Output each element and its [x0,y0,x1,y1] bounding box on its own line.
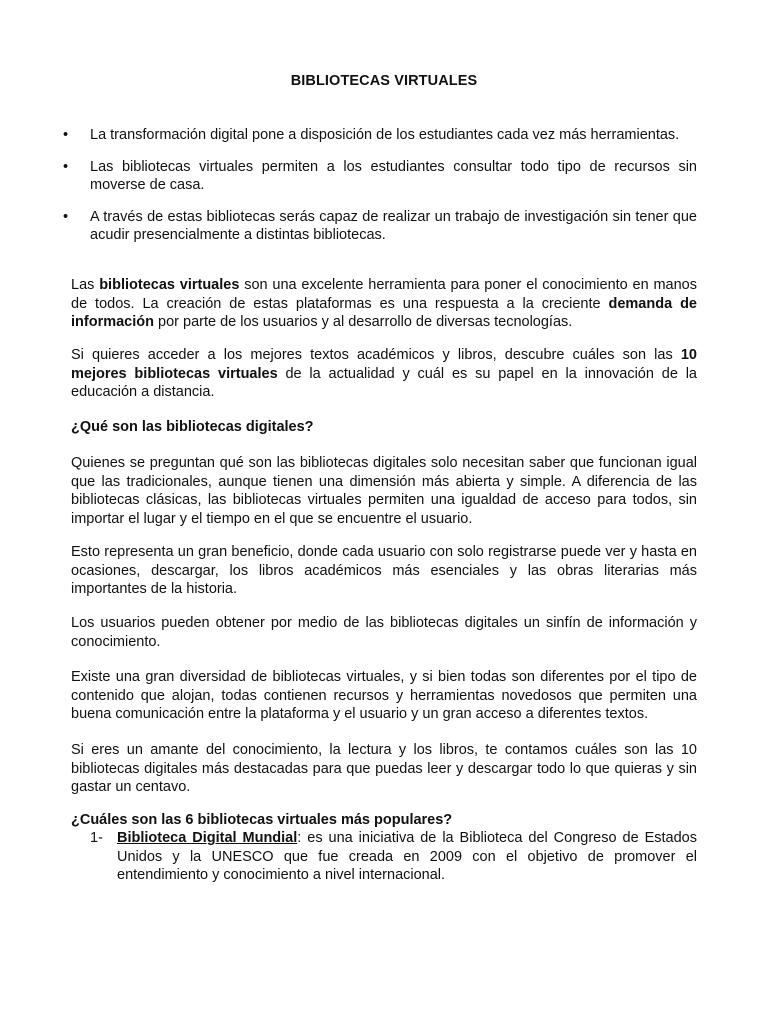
bullet-item [63,126,697,145]
bullet-marker: • [63,127,69,143]
paragraph-benefit: Esto representa un gran beneficio, donde cada usuario con solo registrarse puede ver y hasta en ocasiones, descargar, los libros académicos más esenciales y las obras literarias más importantes de la historia. [71,544,697,597]
paragraph-lovers: Si eres un amante del conocimiento, la lectura y los libros, te contamos cuáles son las 10 bibliotecas digitales más destacadas para que puedas leer y descargar todo lo que quieras y sin gastar un centavo. [71,742,697,795]
bold-term: 10 mejores bibliotecas virtuales [71,347,697,382]
library-name: Biblioteca Digital Mundial [117,830,298,846]
bullet-item [63,208,697,245]
paragraph-definition: Quienes se preguntan qué son las bibliotecas digitales solo necesitan saber que funcionan igual que las tradicionales, aunque tienen una dimensión más abierta y simple. A diferencia de las bibliotecas clásicas, las bibliotecas virtuales permiten una igualdad de acceso para todos, sin importar el lugar y el tiempo en el que se encuentre el usuario. [71,455,697,527]
bullet-text: A través de estas bibliotecas serás capaz de realizar un trabajo de investigación sin tener que acudir presencialmente a distintas bibliotecas. [90,208,697,243]
list-number: 1- [90,830,103,846]
bold-term: bibliotecas virtuales [99,277,240,293]
section-heading-popular: ¿Cuáles son las 6 bibliotecas virtuales más populares? [71,812,453,828]
section-heading-what-are: ¿Qué son las bibliotecas digitales? [71,419,314,435]
paragraph-users: Los usuarios pueden obtener por medio de las bibliotecas digitales un sinfín de información y conocimiento. [71,615,697,650]
bold-term: demanda de información [71,295,697,330]
library-description: : es una iniciativa de la Biblioteca del Congreso de Estados Unidos y la UNESCO que fue creada en 2009 con el objetivo de promover el entendimiento y conocimiento a nivel internacional. [117,830,697,883]
text-run: Las [71,277,100,293]
intro-bullet-list [63,126,697,258]
paragraph-intro [71,276,697,332]
text-run: de la actualidad y cuál es su papel en la innovación de la educación a distancia. [71,365,697,400]
bullet-marker: • [63,158,69,175]
bullet-text: La transformación digital pone a disposición de los estudiantes cada vez más herramientas. [90,127,680,143]
bullet-item [63,158,697,195]
text-run: por parte de los usuarios y al desarrollo de diversas tecnologías. [153,314,573,330]
text-run: son una excelente herramienta para poner el conocimiento en manos de todos. La creación de estas plataformas es una respuesta a la creciente [71,277,697,312]
paragraph-access [71,346,697,402]
bullet-text: Las bibliotecas virtuales permiten a los estudiantes consultar todo tipo de recursos sin moverse de casa. [90,158,697,193]
library-list-item [90,829,697,885]
text-run: Si quieres acceder a los mejores textos académicos y libros, descubre cuáles son las [71,347,681,363]
library-list [90,829,697,885]
document-title: BIBLIOTECAS VIRTUALES [290,73,478,89]
bullet-marker: • [63,208,69,225]
paragraph-diversity: Existe una gran diversidad de bibliotecas virtuales, y si bien todas son diferentes por el tipo de contenido que alojan, todas contienen recursos y herramientas novedosos que permiten una buena comunicación entre la plataforma y el usuario y un gran acceso a diferentes textos. [71,669,697,722]
